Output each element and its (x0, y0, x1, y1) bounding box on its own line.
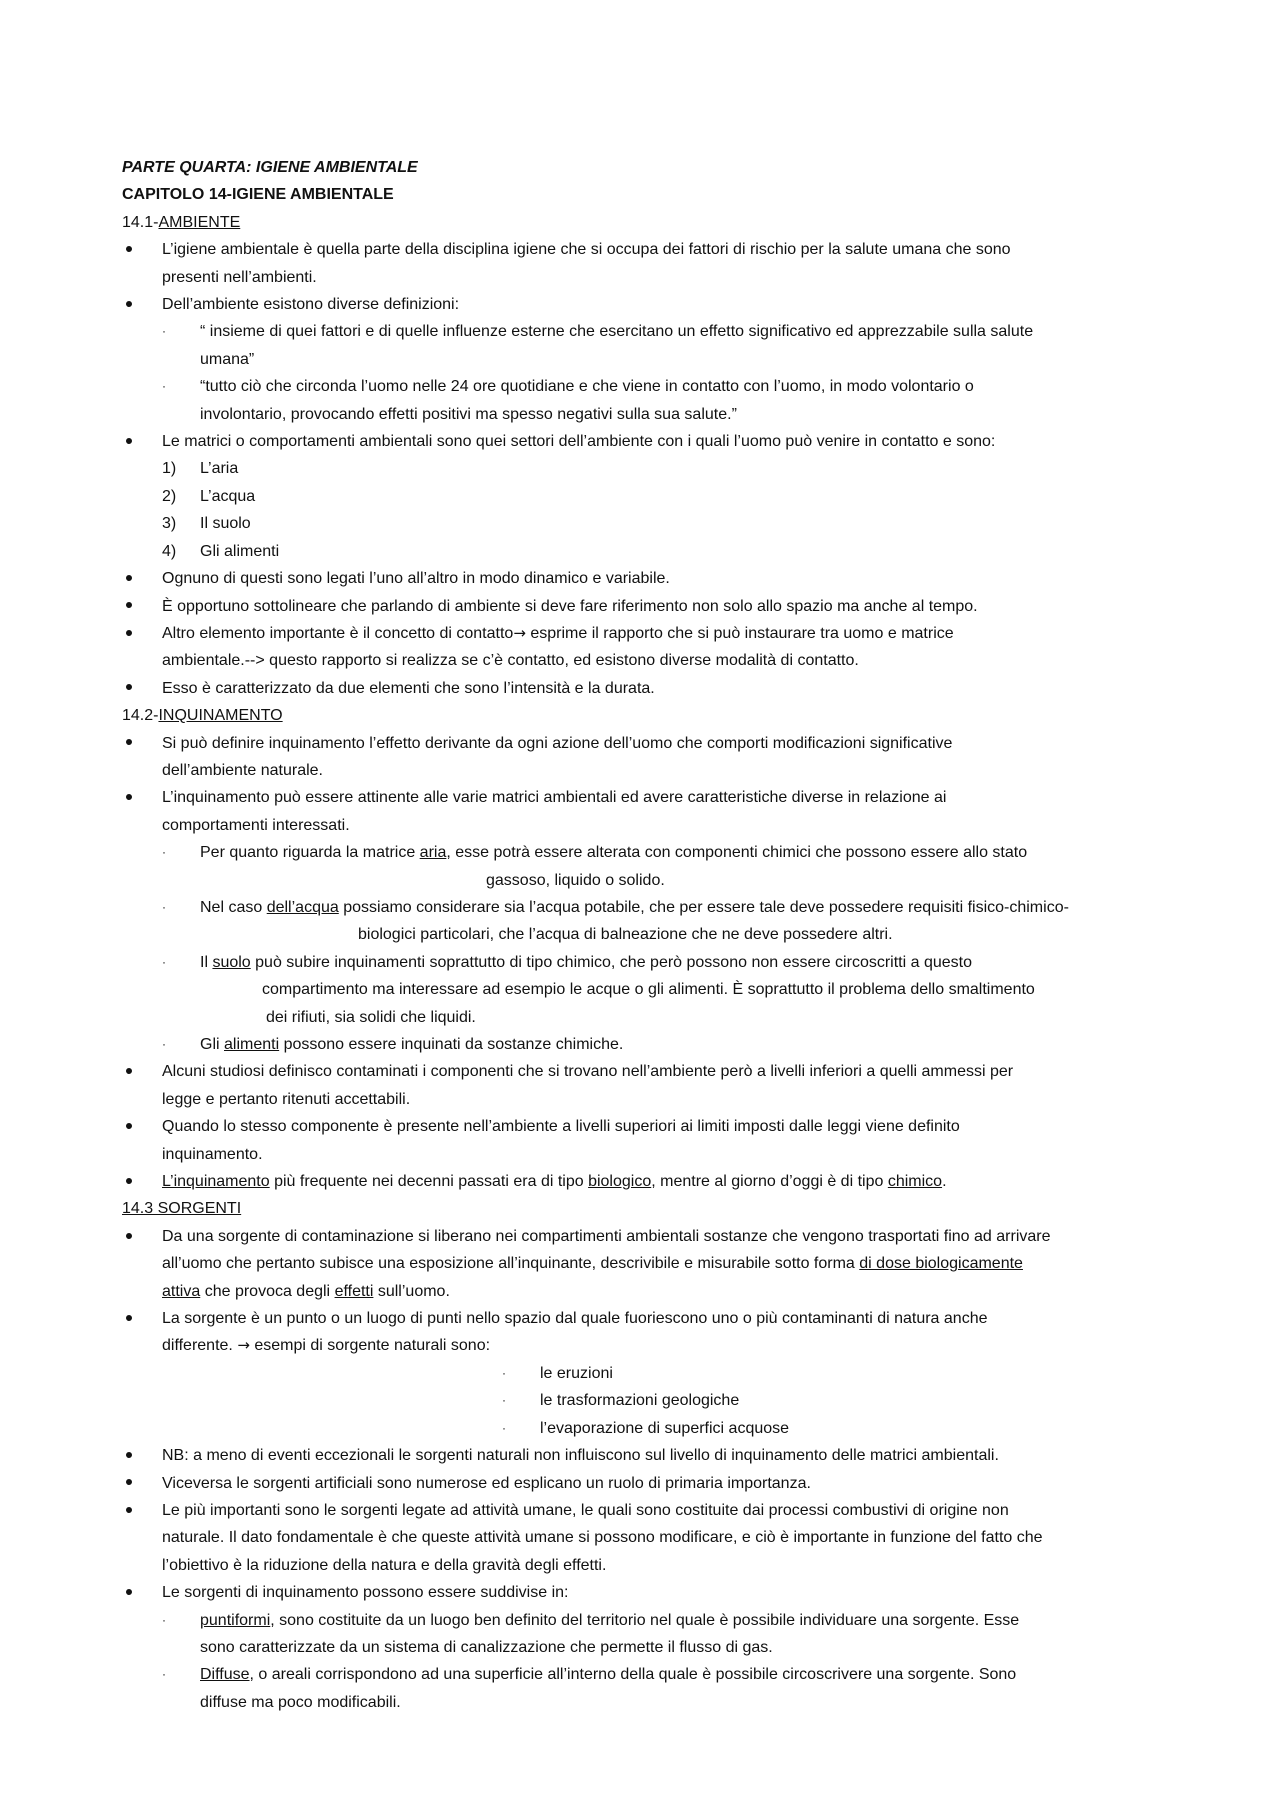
list-item: NB: a meno di eventi eccezionali le sorgenti naturali non influiscono sul livello di inquinamento delle matrici ambientali. (122, 1442, 1162, 1469)
sub-list-item-continuation: sono caratterizzate da un sistema di canalizzazione che permette il flusso di gas. (200, 1638, 773, 1656)
list-item: Le matrici o comportamenti ambientali sono quei settori dell’ambiente con i quali l’uomo può venire in contatto e sono: (122, 428, 1162, 455)
list-item-continuation: legge e pertanto ritenuti accettabili. (162, 1090, 411, 1108)
sub-list-item: · le trasformazioni geologiche (122, 1387, 1162, 1414)
list-item: La sorgente è un punto o un luogo di punti nello spazio dal quale fuoriescono uno o più contaminanti di natura anche (122, 1305, 1162, 1332)
list-item: Quando lo stesso componente è presente nell’ambiente a livelli superiori ai limiti imposti dalle leggi viene definito (122, 1113, 1162, 1140)
list-item-continuation: attiva che provoca degli effetti sull’uomo. (162, 1282, 450, 1300)
numbered-item: 1) L’aria (162, 460, 239, 478)
list-item: Esso è caratterizzato da due elementi che sono l’intensità e la durata. (122, 675, 1162, 702)
bullet-icon (122, 1223, 136, 1250)
sub-list-item-diffuse: · Diffuse, o areali corrispondono ad una superficie all’interno della quale è possibile circoscrivere una sorgente. Sono (122, 1661, 1162, 1688)
middle-dot-icon: · (162, 954, 166, 969)
sub-list-item-puntiformi: · puntiformi, sono costituite da un luogo ben definito del territorio nel quale è possibile individuare una sorgente. Esse (122, 1607, 1162, 1634)
middle-dot-icon: · (162, 899, 166, 914)
sub-list-item: · l’evaporazione di superfici acquose (122, 1415, 1162, 1442)
middle-dot-icon: · (162, 1612, 166, 1627)
list-item: Dell’ambiente esistono diverse definizioni: (122, 291, 1162, 318)
list-item: È opportuno sottolineare che parlando di ambiente si deve fare riferimento non solo allo spazio ma anche al tempo. (122, 593, 1162, 620)
sub-list-item: · le eruzioni (122, 1360, 1162, 1387)
chapter-title: CAPITOLO 14-IGIENE AMBIENTALE (122, 186, 394, 204)
middle-dot-icon: · (162, 1667, 166, 1682)
sub-list-item-acqua: · Nel caso dell’acqua possiamo considerare sia l’acqua potabile, che per essere tale deve possedere requisiti fisico-chimico- (122, 894, 1162, 921)
bullet-icon (122, 675, 136, 702)
list-item: Altro elemento importante è il concetto di contatto→ esprime il rapporto che si può instaurare tra uomo e matrice (122, 620, 1162, 647)
sub-list-item-aria: · Per quanto riguarda la matrice aria, esse potrà essere alterata con componenti chimici che possono essere allo stato (122, 839, 1162, 866)
list-item: L’inquinamento può essere attinente alle varie matrici ambientali ed avere caratteristiche diverse in relazione ai (122, 784, 1162, 811)
middle-dot-icon: · (162, 845, 166, 860)
middle-dot-icon: · (502, 1365, 506, 1380)
list-item-continuation: presenti nell’ambienti. (162, 268, 317, 286)
list-item: L’igiene ambientale è quella parte della disciplina igiene che si occupa dei fattori di rischio per la salute umana che sono (122, 236, 1162, 263)
list-item-continuation: dell’ambiente naturale. (162, 761, 323, 779)
bullet-icon (122, 620, 136, 647)
bullet-icon (122, 1058, 136, 1085)
bullet-icon (122, 1305, 136, 1332)
list-item: Le sorgenti di inquinamento possono essere suddivise in: (122, 1579, 1162, 1606)
sub-list-item-suolo: · Il suolo può subire inquinamenti soprattutto di tipo chimico, che però possono non essere circoscritti a questo (122, 949, 1162, 976)
sub-list-item-continuation: diffuse ma poco modificabili. (200, 1693, 401, 1711)
bullet-icon (122, 784, 136, 811)
part-title: PARTE QUARTA: IGIENE AMBIENTALE (122, 159, 418, 176)
sub-list-item-alimenti: · Gli alimenti possono essere inquinati da sostanze chimiche. (122, 1031, 1162, 1058)
bullet-icon (122, 1442, 136, 1469)
list-item: Viceversa le sorgenti artificiali sono numerose ed esplicano un ruolo di primaria importanza. (122, 1470, 1162, 1497)
bullet-icon (122, 428, 136, 455)
bullet-icon (122, 1497, 136, 1524)
list-item: Si può definire inquinamento l’effetto derivante da ogni azione dell’uomo che comporti modificazioni significative (122, 730, 1162, 757)
bullet-icon (122, 236, 136, 263)
sub-list-item: · “ insieme di quei fattori e di quelle influenze esterne che esercitano un effetto significativo ed apprezzabile sulla salute (122, 318, 1162, 345)
sub-list-item-continuation: biologici particolari, che l’acqua di balneazione che ne deve possedere altri. (358, 926, 893, 944)
list-item-continuation: ambientale.--> questo rapporto si realizza se c’è contatto, ed esistono diverse modalità di contatto. (162, 652, 859, 670)
bullet-icon (122, 1579, 136, 1606)
section-heading-ambiente: 14.1-AMBIENTE (122, 213, 241, 231)
bullet-icon (122, 565, 136, 592)
middle-dot-icon: · (502, 1420, 506, 1435)
sub-list-item-continuation: involontario, provocando effetti positivi ma spesso negativi sulla sua salute.” (200, 405, 737, 423)
list-item-continuation: l’obiettivo è la riduzione della natura e della gravità degli effetti. (162, 1556, 607, 1574)
section-heading-sorgenti: 14.3 SORGENTI (122, 1200, 242, 1218)
list-item: L’inquinamento più frequente nei decenni passati era di tipo biologico, mentre al giorno d’oggi è di tipo chimico. (122, 1168, 1162, 1195)
bullet-icon (122, 1470, 136, 1497)
bullet-icon (122, 593, 136, 620)
list-item-continuation: differente. → esempi di sorgente naturali sono: (162, 1336, 491, 1355)
bullet-icon (122, 291, 136, 318)
list-item: Alcuni studiosi definisco contaminati i componenti che si trovano nell’ambiente però a livelli inferiori a quelli ammessi per (122, 1058, 1162, 1085)
list-item: Ognuno di questi sono legati l’uno all’altro in modo dinamico e variabile. (122, 565, 1162, 592)
middle-dot-icon: · (162, 1037, 166, 1051)
list-item-continuation: inquinamento. (162, 1145, 263, 1163)
sub-list-item-continuation: gassoso, liquido o solido. (486, 871, 665, 889)
document-page (122, 154, 1162, 1716)
arrow-right-icon: → (513, 623, 526, 642)
list-item-continuation: naturale. Il dato fondamentale è che queste attività umane si possono modificare, e ciò è importante in funzione del fatto che (162, 1529, 1043, 1547)
bullet-icon (122, 1168, 136, 1195)
numbered-item: 3) Il suolo (162, 515, 251, 533)
sub-list-item: · “tutto ciò che circonda l’uomo nelle 24 ore quotidiane e che viene in contatto con l’uomo, in modo volontario o (122, 373, 1162, 400)
sub-list-item-continuation: umana” (200, 350, 255, 368)
bullet-icon (122, 1113, 136, 1140)
section-heading-inquinamento: 14.2-INQUINAMENTO (122, 707, 283, 725)
list-item: Da una sorgente di contaminazione si liberano nei compartimenti ambientali sostanze che vengono trasportati fino ad arrivare (122, 1223, 1162, 1250)
arrow-right-icon: → (237, 1336, 250, 1355)
list-item-continuation: comportamenti interessati. (162, 816, 350, 834)
bullet-icon (122, 730, 136, 757)
numbered-item: 2) L’acqua (162, 487, 256, 505)
sub-list-item-continuation: dei rifiuti, sia solidi che liquidi. (266, 1008, 476, 1026)
list-item-continuation: all’uomo che pertanto subisce una esposizione all’inquinante, descrivibile e misurabile sotto forma di dose biologicamente (162, 1255, 1023, 1273)
middle-dot-icon: · (502, 1393, 506, 1408)
middle-dot-icon: · (162, 379, 166, 394)
sub-list-item-continuation: compartimento ma interessare ad esempio le acque o gli alimenti. È soprattutto il problema dello smaltimento (262, 981, 1035, 999)
middle-dot-icon: · (162, 324, 166, 339)
numbered-item: 4) Gli alimenti (162, 542, 280, 560)
list-item: Le più importanti sono le sorgenti legate ad attività umane, le quali sono costituite dai processi combustivi di origine non (122, 1497, 1162, 1524)
